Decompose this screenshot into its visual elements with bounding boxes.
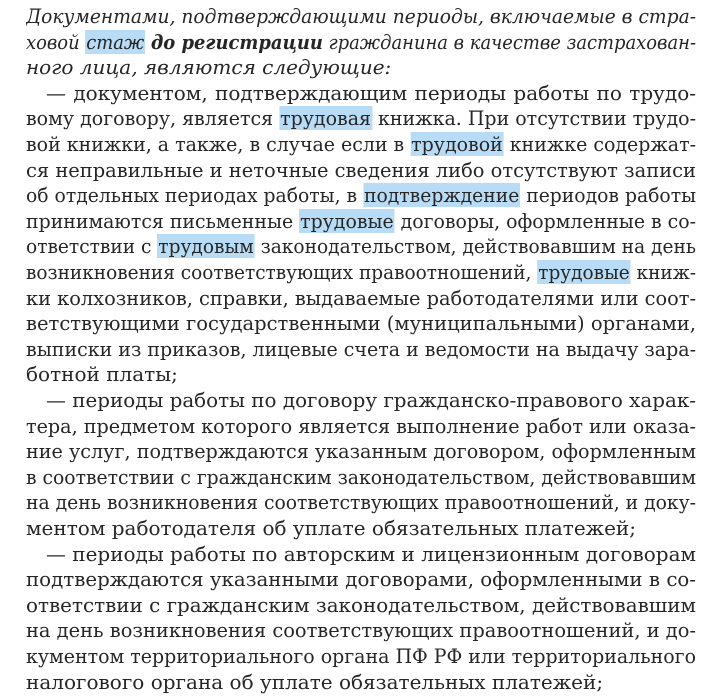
text-line: [26, 387, 696, 413]
text-segment: на день возникновения соответствующих правоотношений, и доку-: [26, 490, 696, 515]
text-line: [26, 336, 696, 362]
text-segment: договоры, оформленные в со-: [394, 208, 696, 233]
text-segment: ние услуг, подтверждаются указанным договором, оформленным: [26, 439, 696, 464]
text-line: [26, 208, 696, 234]
text-line: [26, 310, 696, 336]
text-segment: ки колхозников, справки, выдаваемые работодателями или соот-: [26, 285, 696, 310]
highlighted-term: трудовой: [411, 132, 503, 156]
text-segment: возникновения соответствующих правоотношений,: [26, 260, 538, 284]
text-segment: вому договору, является: [26, 106, 280, 131]
text-line: [26, 566, 696, 592]
text-segment: на день возникновения соответствующих правоотношений, и до-: [26, 618, 696, 643]
text-segment: подтверждаются указанными договорами, оформленными в со-: [26, 567, 696, 592]
text-segment: — документом, подтверждающим периоды работы по трудо-: [46, 80, 696, 105]
text-segment: вой книжки, а также, в случае если в: [26, 132, 411, 156]
highlighted-term: стаж: [86, 29, 145, 54]
text-segment: ся неправильные и неточные сведения либо отсутствуют записи: [26, 157, 696, 182]
text-line: [26, 285, 696, 311]
text-line: [26, 182, 696, 208]
text-segment: принимаются письменные: [26, 208, 300, 233]
text-segment: периодов работы: [520, 183, 696, 208]
text-segment: в соответствии с гражданским законодательством, действовавшим: [26, 464, 696, 489]
text-line: [26, 643, 696, 669]
text-segment: гражданина в качестве застрахован-: [322, 29, 696, 54]
text-line: [26, 157, 696, 183]
text-line: [26, 617, 696, 643]
text-segment: тера, предметом которого является выполнение работ или оказа-: [26, 413, 696, 438]
highlighted-term: трудовые: [538, 260, 630, 284]
text-segment: ботной платы;: [26, 362, 178, 387]
text-line: [26, 131, 696, 157]
text-segment: ховой: [26, 29, 86, 54]
text-line: [26, 3, 696, 29]
text-segment: ответствии с гражданским законодательством, действовавшим: [26, 592, 696, 617]
text-segment: — периоды работы по авторским и лицензионным договорам: [46, 541, 696, 566]
text-segment: ответствии с: [26, 234, 158, 259]
text-segment: книжка. При отсутствии трудо-: [371, 106, 696, 131]
text-segment: ментом работодателя об уплате обязательных платежей;: [26, 516, 636, 540]
text-line: [26, 80, 696, 106]
text-line: [26, 54, 696, 80]
text-line: [26, 592, 696, 618]
text-line: [26, 413, 696, 439]
text-segment: об отдельных периодах работы, в: [26, 183, 364, 208]
text-segment: — периоды работы по договору гражданско-правового харак-: [46, 388, 696, 412]
highlighted-term: подтверждение: [363, 183, 520, 208]
text-segment: ного лица, являются следующие:: [26, 55, 392, 80]
text-line: [26, 541, 696, 567]
text-line: [26, 489, 696, 515]
text-line: [26, 464, 696, 490]
document-page: [26, 0, 696, 699]
text-segment: до регистрации: [150, 29, 323, 54]
text-line: [26, 233, 696, 259]
text-segment: кументом территориального органа ПФ РФ или территориального: [26, 644, 696, 668]
text-line: [26, 361, 696, 387]
text-line: [26, 438, 696, 464]
highlighted-term: трудовым: [158, 234, 254, 259]
text-line: [26, 515, 696, 541]
text-line: [26, 259, 696, 285]
text-segment: налогового органа об уплате обязательных платежей;: [26, 669, 604, 694]
highlighted-term: трудовая: [280, 106, 372, 131]
text-segment: Документами, подтверждающими периоды, включаемые в стра-: [26, 4, 696, 28]
text-line: [26, 105, 696, 131]
text-segment: книж-: [630, 260, 696, 284]
text-segment: ветствующими государственными (муниципальными) органами,: [26, 311, 696, 336]
highlighted-term: трудовые: [300, 208, 394, 233]
text-line: [26, 29, 696, 55]
text-segment: книжке содержат-: [503, 132, 696, 156]
text-segment: выписки из приказов, лицевые счета и ведомости на выдачу зара-: [26, 336, 696, 361]
text-segment: законодательством, действовавшим на день: [254, 234, 696, 259]
text-line: [26, 669, 696, 695]
